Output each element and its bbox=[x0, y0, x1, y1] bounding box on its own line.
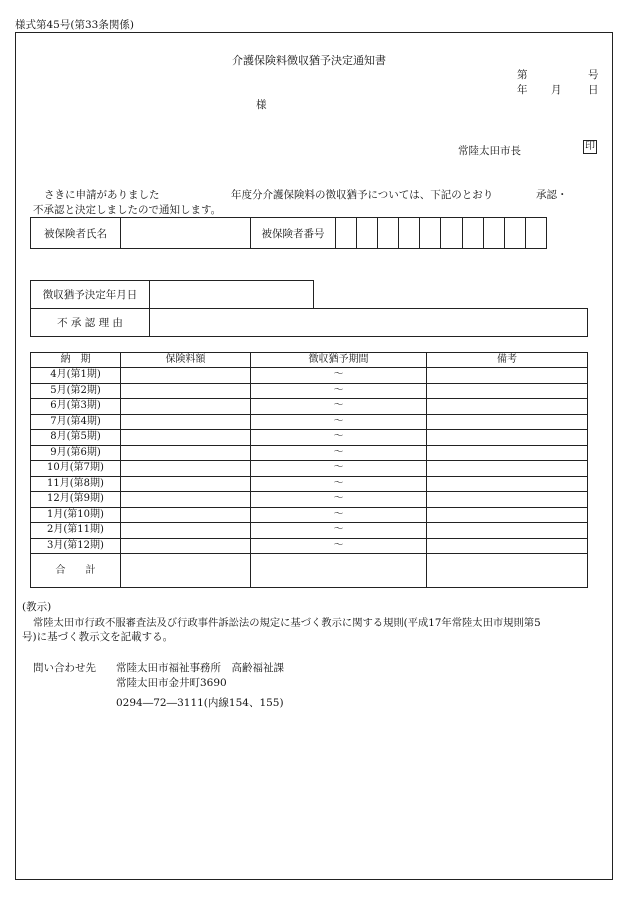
reason-label: 不 承 認 理 由 bbox=[31, 309, 150, 337]
number-suffix: 号 bbox=[588, 69, 599, 81]
table-row bbox=[31, 523, 588, 539]
contact-address: 常陸太田市金井町3690 bbox=[116, 677, 227, 689]
amount-cell[interactable] bbox=[121, 523, 251, 539]
table-row bbox=[31, 383, 588, 399]
table-row bbox=[31, 476, 588, 492]
note-cell[interactable] bbox=[427, 445, 588, 461]
instruction-heading: (教示) bbox=[22, 601, 52, 613]
table-row bbox=[31, 492, 588, 508]
table-row bbox=[31, 445, 588, 461]
insured-name-field[interactable] bbox=[121, 218, 251, 249]
note-cell[interactable] bbox=[427, 476, 588, 492]
period-cell: 6月(第3期) bbox=[31, 399, 121, 415]
insured-number-digit[interactable] bbox=[378, 218, 399, 249]
note-cell[interactable] bbox=[427, 507, 588, 523]
seal-box: 印 bbox=[585, 141, 595, 152]
date-day: 日 bbox=[588, 84, 599, 96]
note-cell[interactable] bbox=[427, 538, 588, 554]
total-amount-cell[interactable] bbox=[121, 554, 251, 588]
decision-table bbox=[30, 280, 588, 337]
col-header-amount: 保険料額 bbox=[121, 353, 251, 368]
amount-cell[interactable] bbox=[121, 414, 251, 430]
insured-number-label: 被保険者番号 bbox=[251, 218, 336, 249]
note-cell[interactable] bbox=[427, 523, 588, 539]
note-cell[interactable] bbox=[427, 492, 588, 508]
deferral-cell[interactable]: 〜 bbox=[251, 430, 427, 446]
table-row bbox=[31, 461, 588, 477]
period-cell: 5月(第2期) bbox=[31, 383, 121, 399]
period-cell: 12月(第9期) bbox=[31, 492, 121, 508]
deferral-cell[interactable]: 〜 bbox=[251, 523, 427, 539]
insured-number-digit[interactable] bbox=[483, 218, 504, 249]
decision-date-label: 徴収猶予決定年月日 bbox=[31, 281, 150, 309]
note-cell[interactable] bbox=[427, 414, 588, 430]
form-number: 様式第45号(第33条関係) bbox=[15, 19, 134, 31]
table-row bbox=[31, 538, 588, 554]
period-cell: 7月(第4期) bbox=[31, 414, 121, 430]
notice-line1-options: 承認・ bbox=[536, 189, 568, 201]
total-row bbox=[31, 554, 588, 588]
period-cell: 4月(第1期) bbox=[31, 368, 121, 384]
total-deferral-cell bbox=[251, 554, 427, 588]
deferral-cell[interactable]: 〜 bbox=[251, 507, 427, 523]
insured-number-digit[interactable] bbox=[420, 218, 441, 249]
issuer: 常陸太田市長 bbox=[458, 145, 521, 157]
period-cell: 3月(第12期) bbox=[31, 538, 121, 554]
insured-name-label: 被保険者氏名 bbox=[31, 218, 121, 249]
period-cell: 9月(第6期) bbox=[31, 445, 121, 461]
amount-cell[interactable] bbox=[121, 476, 251, 492]
deferral-cell[interactable]: 〜 bbox=[251, 383, 427, 399]
reason-field[interactable] bbox=[150, 309, 588, 337]
deferral-cell[interactable]: 〜 bbox=[251, 368, 427, 384]
deferral-cell[interactable]: 〜 bbox=[251, 445, 427, 461]
contact-phone: 0294―72―3111(内線154、155) bbox=[116, 697, 284, 709]
amount-cell[interactable] bbox=[121, 430, 251, 446]
insured-number-digit[interactable] bbox=[357, 218, 378, 249]
insured-number-digit[interactable] bbox=[462, 218, 483, 249]
insured-number-digit[interactable] bbox=[504, 218, 525, 249]
amount-cell[interactable] bbox=[121, 399, 251, 415]
col-header-period: 納 期 bbox=[31, 353, 121, 368]
amount-cell[interactable] bbox=[121, 538, 251, 554]
insured-info-table bbox=[30, 217, 547, 249]
amount-cell[interactable] bbox=[121, 507, 251, 523]
period-cell: 8月(第5期) bbox=[31, 430, 121, 446]
date-year: 年 bbox=[517, 84, 528, 96]
amount-cell[interactable] bbox=[121, 461, 251, 477]
insured-number-digit[interactable] bbox=[399, 218, 420, 249]
note-cell[interactable] bbox=[427, 399, 588, 415]
deferral-cell[interactable]: 〜 bbox=[251, 399, 427, 415]
deferral-cell[interactable]: 〜 bbox=[251, 461, 427, 477]
notice-line1-mid: 年度分介護保険料の徴収猶予については、下記のとおり bbox=[231, 189, 494, 201]
contact-office: 常陸太田市福祉事務所 高齢福祉課 bbox=[116, 662, 284, 674]
decision-date-field[interactable] bbox=[150, 281, 314, 309]
note-cell[interactable] bbox=[427, 368, 588, 384]
notice-line2: 不承認と決定しましたので通知します。 bbox=[33, 204, 222, 216]
col-header-note: 備考 bbox=[427, 353, 588, 368]
recipient-suffix: 様 bbox=[256, 99, 267, 111]
note-cell[interactable] bbox=[427, 430, 588, 446]
insured-number-digit[interactable] bbox=[441, 218, 462, 249]
period-cell: 11月(第8期) bbox=[31, 476, 121, 492]
period-cell: 2月(第11期) bbox=[31, 523, 121, 539]
note-cell[interactable] bbox=[427, 461, 588, 477]
period-cell: 1月(第10期) bbox=[31, 507, 121, 523]
deferral-cell[interactable]: 〜 bbox=[251, 492, 427, 508]
number-prefix: 第 bbox=[517, 69, 528, 81]
note-cell[interactable] bbox=[427, 383, 588, 399]
total-note-cell bbox=[427, 554, 588, 588]
col-header-deferral: 徴収猶予期間 bbox=[251, 353, 427, 368]
deferral-cell[interactable]: 〜 bbox=[251, 538, 427, 554]
notice-line1-start: さきに申請がありました bbox=[44, 189, 160, 201]
instruction-line2: 号)に基づく教示文を記載する。 bbox=[22, 631, 174, 643]
total-label: 合 計 bbox=[31, 554, 121, 588]
period-cell: 10月(第7期) bbox=[31, 461, 121, 477]
deferral-cell[interactable]: 〜 bbox=[251, 476, 427, 492]
table-row bbox=[31, 507, 588, 523]
table-row bbox=[31, 399, 588, 415]
amount-cell[interactable] bbox=[121, 383, 251, 399]
document-title: 介護保険料徴収猶予決定通知書 bbox=[232, 54, 386, 67]
instruction-line1: 常陸太田市行政不服審査法及び行政事件訴訟法の規定に基づく教示に関する規則(平成17年常陸太田市規則第5 bbox=[33, 617, 541, 629]
amount-cell[interactable] bbox=[121, 492, 251, 508]
insured-number-digit[interactable] bbox=[336, 218, 357, 249]
amount-cell[interactable] bbox=[121, 445, 251, 461]
insured-number-digit[interactable] bbox=[525, 218, 546, 249]
table-row bbox=[31, 430, 588, 446]
table-row bbox=[31, 368, 588, 384]
deferral-cell[interactable]: 〜 bbox=[251, 414, 427, 430]
amount-cell[interactable] bbox=[121, 368, 251, 384]
period-table bbox=[30, 352, 588, 588]
contact-label: 問い合わせ先 bbox=[33, 662, 96, 674]
date-month: 月 bbox=[551, 84, 562, 96]
table-row bbox=[31, 414, 588, 430]
